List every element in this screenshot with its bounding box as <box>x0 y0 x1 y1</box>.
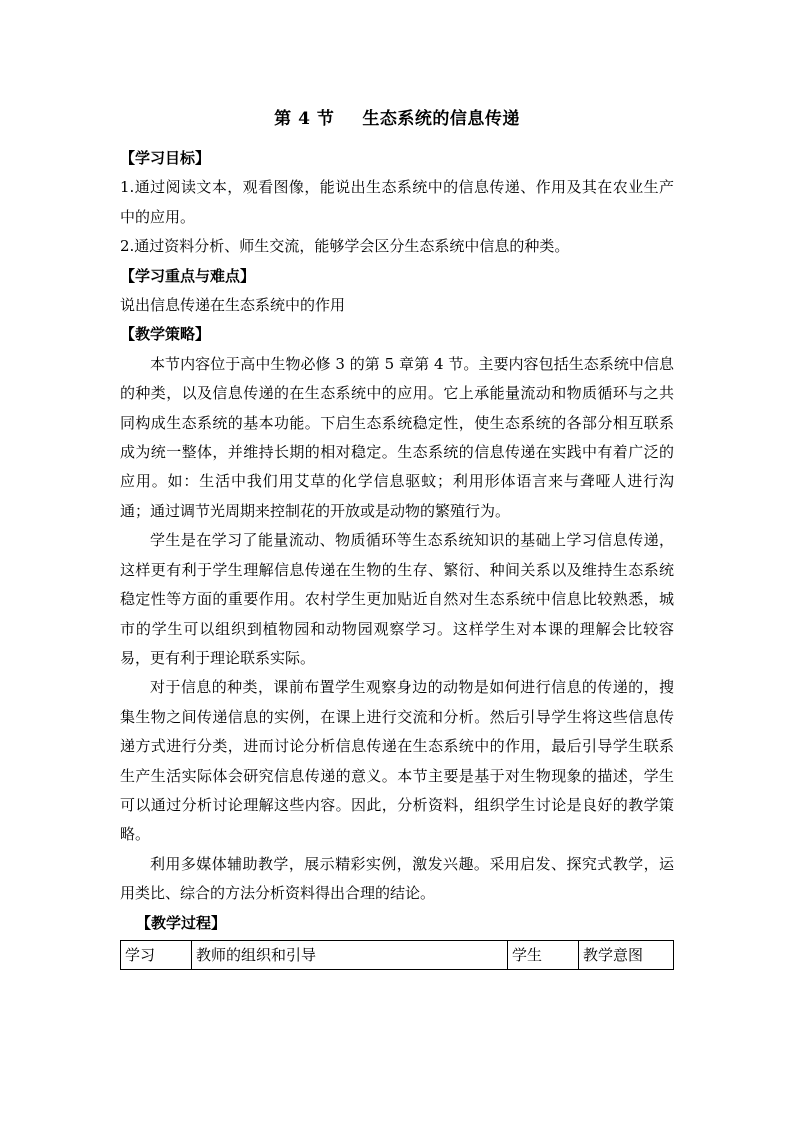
process-table <box>120 940 674 970</box>
process-heading: 【教学过程】 <box>136 913 227 932</box>
section-number: 第 4 节 <box>274 109 335 129</box>
strategy-paragraph-3: 对于信息的种类，课前布置学生观察身边的动物是如何进行信息的传递的，搜集生物之间传递信息的实例，在课上进行交流和分析。然后引导学生将这些信息传递方式进行分类，进而讨论分析信息传递在生态系统中的作用，最后引导学生联系生产生活实际体会研究信息传递的意义。本节主要是基于对生物现象的描述，学生可以通过分析讨论理解这些内容。因此，分析资料，组织学生讨论是良好的教学策略。 <box>120 678 674 844</box>
table-header-cell: 学生 <box>508 940 579 969</box>
key-points-heading: 【学习重点与难点】 <box>120 266 256 285</box>
objective-item-2: 2.通过资料分析、师生交流，能够学会区分生态系统中信息的种类。 <box>120 237 570 256</box>
key-points-text: 说出信息传递在生态系统中的作用 <box>120 296 346 315</box>
page-title <box>0 104 794 129</box>
strategy-paragraph-1: 本节内容位于高中生物必修 3 的第 5 章第 4 节。主要内容包括生态系统中信息的种类，以及信息传递的在生态系统中的应用。它上承能量流动和物质循环与之共同构成生态系统的基本功能。下启生态系统稳定性，使生态系统的各部分相互联系成为统一整体，并维持长期的相对稳定。生态系统的信息传递在实践中有着广泛的应用。如：生活中我们用艾草的化学信息驱蚊；利用形体语言来与聋哑人进行沟通；通过调节光周期来控制花的开放或是动物的繁殖行为。 <box>120 354 674 520</box>
objectives-heading: 【学习目标】 <box>120 149 211 167</box>
table-header-cell: 教师的组织和引导 <box>192 940 508 969</box>
main-content <box>120 144 674 970</box>
strategy-paragraph-4: 利用多媒体辅助教学，展示精彩实例，激发兴趣。采用启发、探究式教学，运用类比、综合的方法分析资料得出合理的结论。 <box>120 854 674 903</box>
objective-item-1: 1.通过阅读文本，观看图像，能说出生态系统中的信息传递、作用及其在农业生产中的应用。 <box>120 178 674 226</box>
strategy-paragraph-2: 学生是在学习了能量流动、物质循环等生态系统知识的基础上学习信息传递，这样更有利于学生理解信息传递在生物的生存、繁衍、种间关系以及维持生态系统稳定性等方面的重要作用。农村学生更加贴近自然对生态系统中信息比较熟悉，城市的学生可以组织到植物园和动物园观察学习。这样学生对本课的理解会比较容易，更有利于理论联系实际。 <box>120 531 674 667</box>
table-header-cell: 学习 <box>121 940 192 969</box>
section-name: 生态系统的信息传递 <box>362 109 520 129</box>
strategy-heading: 【教学策略】 <box>120 325 211 344</box>
table-header-row <box>121 940 674 969</box>
table-header-cell: 教学意图 <box>579 940 674 969</box>
